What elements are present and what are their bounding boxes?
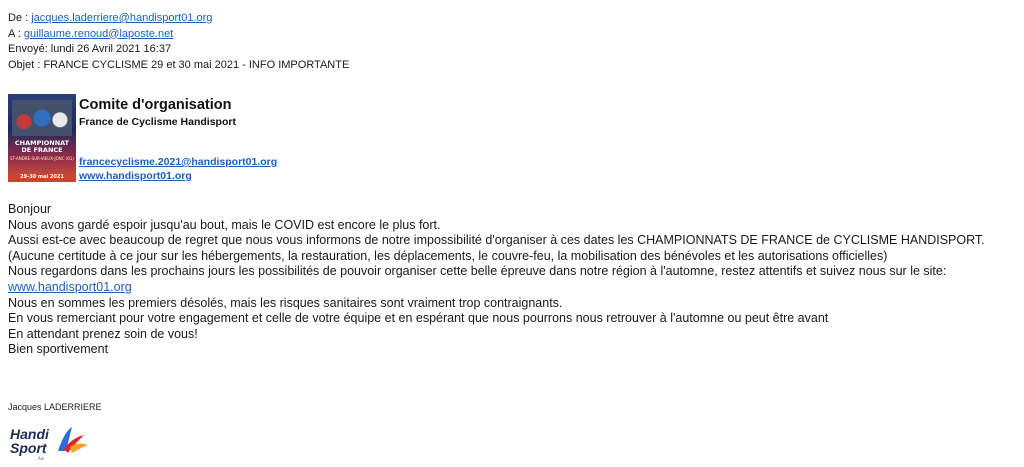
logo-word-handi: Handi bbox=[10, 426, 49, 442]
cyclists-photo bbox=[12, 100, 72, 136]
signature-subtitle: France de Cyclisme Handisport bbox=[79, 116, 236, 128]
logo-word-sport: Sport bbox=[10, 440, 47, 456]
body-line: Bonjour bbox=[8, 202, 52, 216]
subject-line: Objet : FRANCE CYCLISME 29 et 30 mai 2021 - INFO IMPORTANTE bbox=[8, 58, 350, 71]
signature-email-link[interactable]: francecyclisme.2021@handisport01.org bbox=[79, 156, 278, 168]
website-link[interactable]: www.handisport01.org bbox=[8, 279, 132, 294]
handisport-logo bbox=[8, 425, 90, 463]
body-line: Nous en sommes les premiers désolés, mais les risques sanitaires sont vraiment trop contraignants. bbox=[8, 295, 563, 310]
logo-caption: Ain bbox=[38, 456, 45, 461]
body-link-row bbox=[8, 280, 985, 296]
from-label: De : bbox=[8, 12, 32, 24]
to-email-link[interactable]: guillaume.renoud@laposte.net bbox=[23, 27, 174, 40]
handisport-swoosh-icon bbox=[56, 425, 90, 455]
organization-signature bbox=[8, 94, 308, 184]
signature-website-link[interactable]: www.handisport01.org bbox=[79, 170, 192, 182]
to-row bbox=[8, 27, 349, 43]
body-line: (Aucune certitude à ce jour sur les hébergements, la restauration, les déplacements, le couvre-feu, la mobilisation des bénévoles et les autorisations officielles) bbox=[8, 248, 888, 263]
body-line: Bien sportivement bbox=[8, 342, 109, 357]
poster-headline: CHAMPIONNAT DE FRANCE bbox=[14, 139, 70, 154]
poster-location: ST-ANDRÉ-SUR-VIEUX-JONC (01) bbox=[10, 156, 74, 161]
signature-title: Comite d'organisation bbox=[79, 97, 232, 113]
to-label: A : bbox=[8, 27, 24, 40]
from-row bbox=[8, 11, 349, 27]
sent-date: Envoyé: lundi 26 Avril 2021 16:37 bbox=[8, 43, 172, 55]
email-header bbox=[8, 11, 349, 73]
signer-name: Jacques LADERRIERE bbox=[8, 402, 102, 412]
body-line: En attendant prenez soin de vous! bbox=[8, 326, 198, 341]
message-body bbox=[8, 202, 985, 358]
body-line: Aussi est-ce avec beaucoup de regret que nous vous informons de notre impossibilité d'organiser à ces dates les CHAMPIONNATS DE FRANCE de CYCLISME HANDISPORT. bbox=[8, 233, 985, 248]
championship-poster-image bbox=[8, 94, 76, 182]
from-email-link[interactable]: jacques.laderriere@handisport01.org bbox=[31, 12, 213, 24]
body-line: Nous regardons dans les prochains jours les possibilités de pouvoir organiser cette belle épreuve dans notre région à l'automne, restez attentifs et suivez nous sur le site: bbox=[8, 264, 947, 279]
poster-dates: 29-30 mai 2021 bbox=[8, 173, 76, 182]
body-line: Nous avons gardé espoir jusqu'au bout, mais le COVID est encore le plus fort. bbox=[8, 217, 441, 232]
body-line: En vous remerciant pour votre engagement et celle de votre équipe et en espérant que nous pourrons nous retrouver à l'automne ou peut être avant bbox=[8, 311, 829, 326]
